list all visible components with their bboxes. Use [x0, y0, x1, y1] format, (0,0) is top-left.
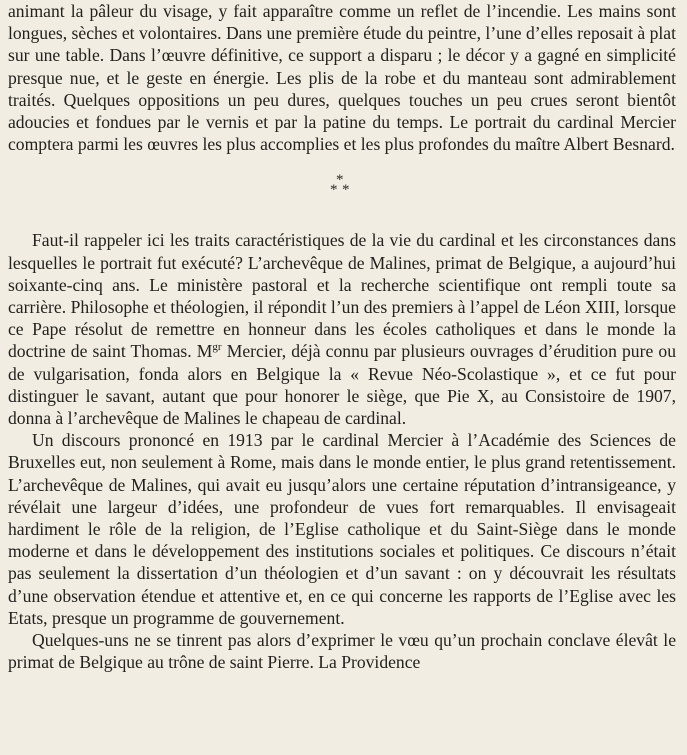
ornament-star-top: * [336, 172, 344, 189]
paragraph-cardinal-biography-part1: Faut-il rappeler ici les traits caractéristiques de la vie du cardinal et les circonstances dans lesquelles le portrait fut exécuté? L’archevêque de Malines, primat de Belgique, a aujourd’hui soixante-cinq ans. Le ministère pastoral et la recherche scientifique ont rempli toute sa carrière. Philosophe et théologien, il répondit l’un des premiers à l’appel de Léon XIII, lorsque ce Pape résolut de remettre en honneur dans les écoles catholiques et dans le monde la doctrine de saint Thomas. M [8, 230, 676, 362]
paragraph-cardinal-biography-part2: Mercier, déjà connu par plusieurs ouvrages d’érudition pure ou de vulgarisation, fonda alors en Belgique la « Revue Néo-Scolastique », et ce fut pour distinguer le savant, autant que pour honorer le siège, que Pie X, au Consistoire de 1907, donna à l’archevêque de Malines le chapeau de cardinal. [8, 341, 676, 429]
ornament-star-right: * [342, 182, 350, 199]
document-page [8, 0, 676, 673]
ornament-star-left: * [330, 182, 338, 199]
paragraph-cardinal-biography [8, 229, 676, 429]
paragraph-academy-discourse: Un discours prononcé en 1913 par le cardinal Mercier à l’Académie des Sciences de Bruxelles eut, non seulement à Rome, mais dans le monde entier, le plus grand retentissement. L’archevêque de Malines, qui avait eu jusqu’alors une certaine réputation d’intransigeance, y révélait une largeur d’idées, une profondeur de vues fort remarquables. Il envisageait hardiment le rôle de la religion, de l’Eglise catholique et du Saint-Siège dans le monde moderne et dans le développement des institutions sociales et politiques. Ce discours n’était pas seulement la dissertation d’un théologien et d’un savant : on y découvrait les résultats d’une observation étendue et attentive et, en ce qui concerne les rapports de l’Eglise avec les Etats, presque un programme de gouvernement. [8, 430, 676, 628]
title-abbreviation-superscript: gr [212, 341, 222, 354]
paragraph-portrait-description: animant la pâleur du visage, y fait apparaître comme un reflet de l’incendie. Les mains sont longues, sèches et volontaires. Dans une première étude du peintre, l’une d’elles reposait à plat sur une table. Dans l’œuvre définitive, ce support a disparu ; le décor y a gagné en simplicité presque nue, et le geste en énergie. Les plis de la robe et du manteau sont admirablement traités. Quelques oppositions un peu dures, quelques touches un peu crues seront bientôt adoucies et fondues par le vernis et par la patine du temps. Le portrait du cardinal Mercier comptera parmi les œuvres les plus accomplies et les plus profondes du maître Albert Besnard. [8, 1, 676, 155]
paragraph-conclave-wish: Quelques-uns ne se tinrent pas alors d’exprimer le vœu qu’un prochain conclave élevât le primat de Belgique au trône de saint Pierre. La Providence [8, 630, 676, 673]
section-ornament-asterism [8, 173, 676, 209]
